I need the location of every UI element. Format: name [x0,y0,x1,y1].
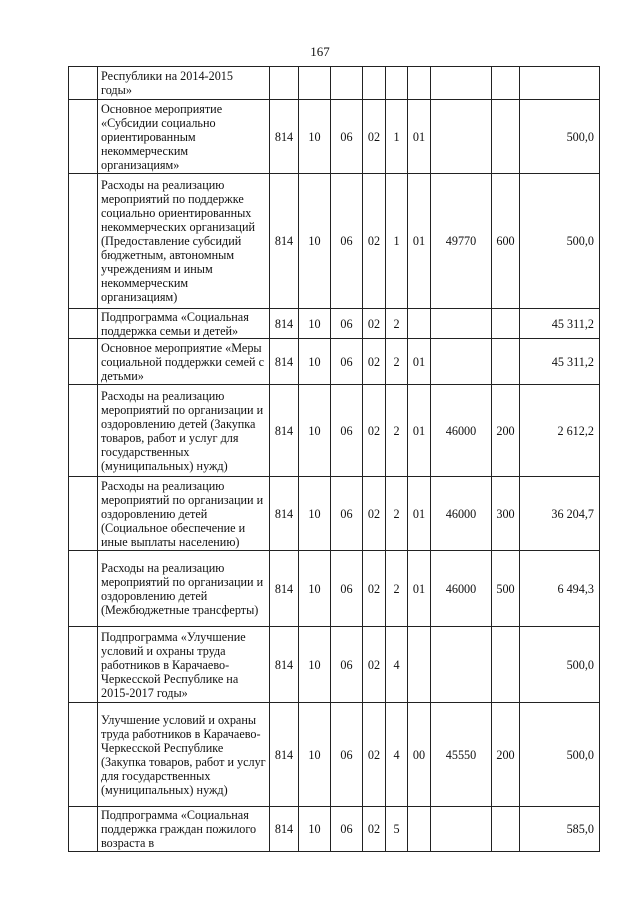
table-row [69,477,600,551]
event-code: 01 [408,339,431,385]
expense-type-code [492,100,520,174]
subsection-code: 06 [331,100,363,174]
section-code: 10 [299,627,331,703]
expense-type-code: 300 [492,477,520,551]
amount: 45 311,2 [520,339,600,385]
subsection-code: 06 [331,703,363,807]
direction-code [431,807,492,852]
direction-code [431,309,492,339]
subsection-code: 06 [331,477,363,551]
direction-code: 49770 [431,174,492,309]
grbs-code: 814 [270,551,299,627]
grbs-code [270,67,299,100]
blank-cell [69,100,98,174]
table-row [69,174,600,309]
blank-cell [69,67,98,100]
direction-code [431,339,492,385]
item-name: Подпрограмма «Социальная поддержка граждан пожилого возраста в [98,807,270,852]
direction-code: 45550 [431,703,492,807]
amount: 500,0 [520,703,600,807]
item-name: Республики на 2014-2015 годы» [98,67,270,100]
expense-type-code: 500 [492,551,520,627]
program-code: 02 [363,100,386,174]
blank-cell [69,385,98,477]
direction-code [431,100,492,174]
subprogram-code: 1 [386,100,408,174]
program-code: 02 [363,551,386,627]
event-code: 01 [408,551,431,627]
subprogram-code: 4 [386,627,408,703]
expense-type-code [492,807,520,852]
section-code [299,67,331,100]
section-code: 10 [299,385,331,477]
subsection-code: 06 [331,385,363,477]
item-name: Расходы на реализацию мероприятий по организации и оздоровлению детей (Межбюджетные трансферты) [98,551,270,627]
grbs-code: 814 [270,309,299,339]
grbs-code: 814 [270,807,299,852]
subsection-code: 06 [331,551,363,627]
program-code: 02 [363,703,386,807]
section-code: 10 [299,551,331,627]
program-code: 02 [363,477,386,551]
subsection-code: 06 [331,627,363,703]
blank-cell [69,703,98,807]
section-code: 10 [299,174,331,309]
table-row [69,703,600,807]
event-code [408,627,431,703]
amount: 6 494,3 [520,551,600,627]
item-name: Расходы на реализацию мероприятий по поддержке социально ориентированных некоммерческих организаций (Предоставление субсидий бюджетным, автономным учреждениям и иным некоммерческим организациям) [98,174,270,309]
amount: 2 612,2 [520,385,600,477]
event-code: 01 [408,385,431,477]
expense-type-code [492,309,520,339]
table-row [69,807,600,852]
section-code: 10 [299,309,331,339]
expense-type-code [492,67,520,100]
blank-cell [69,477,98,551]
amount [520,67,600,100]
blank-cell [69,807,98,852]
expense-type-code [492,627,520,703]
event-code: 01 [408,174,431,309]
blank-cell [69,309,98,339]
event-code [408,309,431,339]
subprogram-code [386,67,408,100]
subsection-code: 06 [331,309,363,339]
blank-cell [69,339,98,385]
amount: 585,0 [520,807,600,852]
amount: 500,0 [520,100,600,174]
program-code: 02 [363,339,386,385]
section-code: 10 [299,807,331,852]
expense-type-code: 600 [492,174,520,309]
subsection-code: 06 [331,174,363,309]
subsection-code: 06 [331,807,363,852]
page-number: 167 [310,44,330,59]
direction-code: 46000 [431,477,492,551]
program-code: 02 [363,807,386,852]
item-name: Подпрограмма «Социальная поддержка семьи и детей» [98,309,270,339]
table-row [69,339,600,385]
item-name: Подпрограмма «Улучшение условий и охраны труда работников в Карачаево-Черкесской Республике на 2015-2017 годы» [98,627,270,703]
item-name: Основное мероприятие «Субсидии социально ориентированным некоммерческим организациям» [98,100,270,174]
subsection-code [331,67,363,100]
grbs-code: 814 [270,174,299,309]
subprogram-code: 2 [386,339,408,385]
item-name: Расходы на реализацию мероприятий по организации и оздоровлению детей (Социальное обеспечение и иные выплаты населению) [98,477,270,551]
event-code: 01 [408,477,431,551]
grbs-code: 814 [270,339,299,385]
direction-code [431,67,492,100]
program-code: 02 [363,627,386,703]
subprogram-code: 1 [386,174,408,309]
blank-cell [69,551,98,627]
table-row [69,100,600,174]
item-name: Основное мероприятие «Меры социальной поддержки семей с детьми» [98,339,270,385]
direction-code: 46000 [431,551,492,627]
grbs-code: 814 [270,627,299,703]
expense-type-code: 200 [492,703,520,807]
subprogram-code: 2 [386,309,408,339]
direction-code [431,627,492,703]
event-code [408,807,431,852]
section-code: 10 [299,477,331,551]
table-row [69,309,600,339]
program-code [363,67,386,100]
subprogram-code: 2 [386,385,408,477]
section-code: 10 [299,100,331,174]
amount: 500,0 [520,627,600,703]
program-code: 02 [363,309,386,339]
amount: 36 204,7 [520,477,600,551]
event-code [408,67,431,100]
table-row [69,627,600,703]
subprogram-code: 4 [386,703,408,807]
expense-type-code: 200 [492,385,520,477]
section-code: 10 [299,339,331,385]
grbs-code: 814 [270,477,299,551]
budget-table [68,66,600,852]
subsection-code: 06 [331,339,363,385]
table-row [69,67,600,100]
table-row [69,385,600,477]
event-code: 01 [408,100,431,174]
section-code: 10 [299,703,331,807]
amount: 500,0 [520,174,600,309]
event-code: 00 [408,703,431,807]
table-row [69,551,600,627]
amount: 45 311,2 [520,309,600,339]
grbs-code: 814 [270,703,299,807]
subprogram-code: 2 [386,551,408,627]
table-body [69,67,600,852]
blank-cell [69,627,98,703]
subprogram-code: 5 [386,807,408,852]
program-code: 02 [363,174,386,309]
grbs-code: 814 [270,385,299,477]
subprogram-code: 2 [386,477,408,551]
expense-type-code [492,339,520,385]
item-name: Улучшение условий и охраны труда работников в Карачаево-Черкесской Республике (Закупка товаров, работ и услуг для государственных (муниципальных) нужд) [98,703,270,807]
blank-cell [69,174,98,309]
item-name: Расходы на реализацию мероприятий по организации и оздоровлению детей (Закупка товаров, работ и услуг для государственных (муниципальных) нужд) [98,385,270,477]
direction-code: 46000 [431,385,492,477]
program-code: 02 [363,385,386,477]
grbs-code: 814 [270,100,299,174]
